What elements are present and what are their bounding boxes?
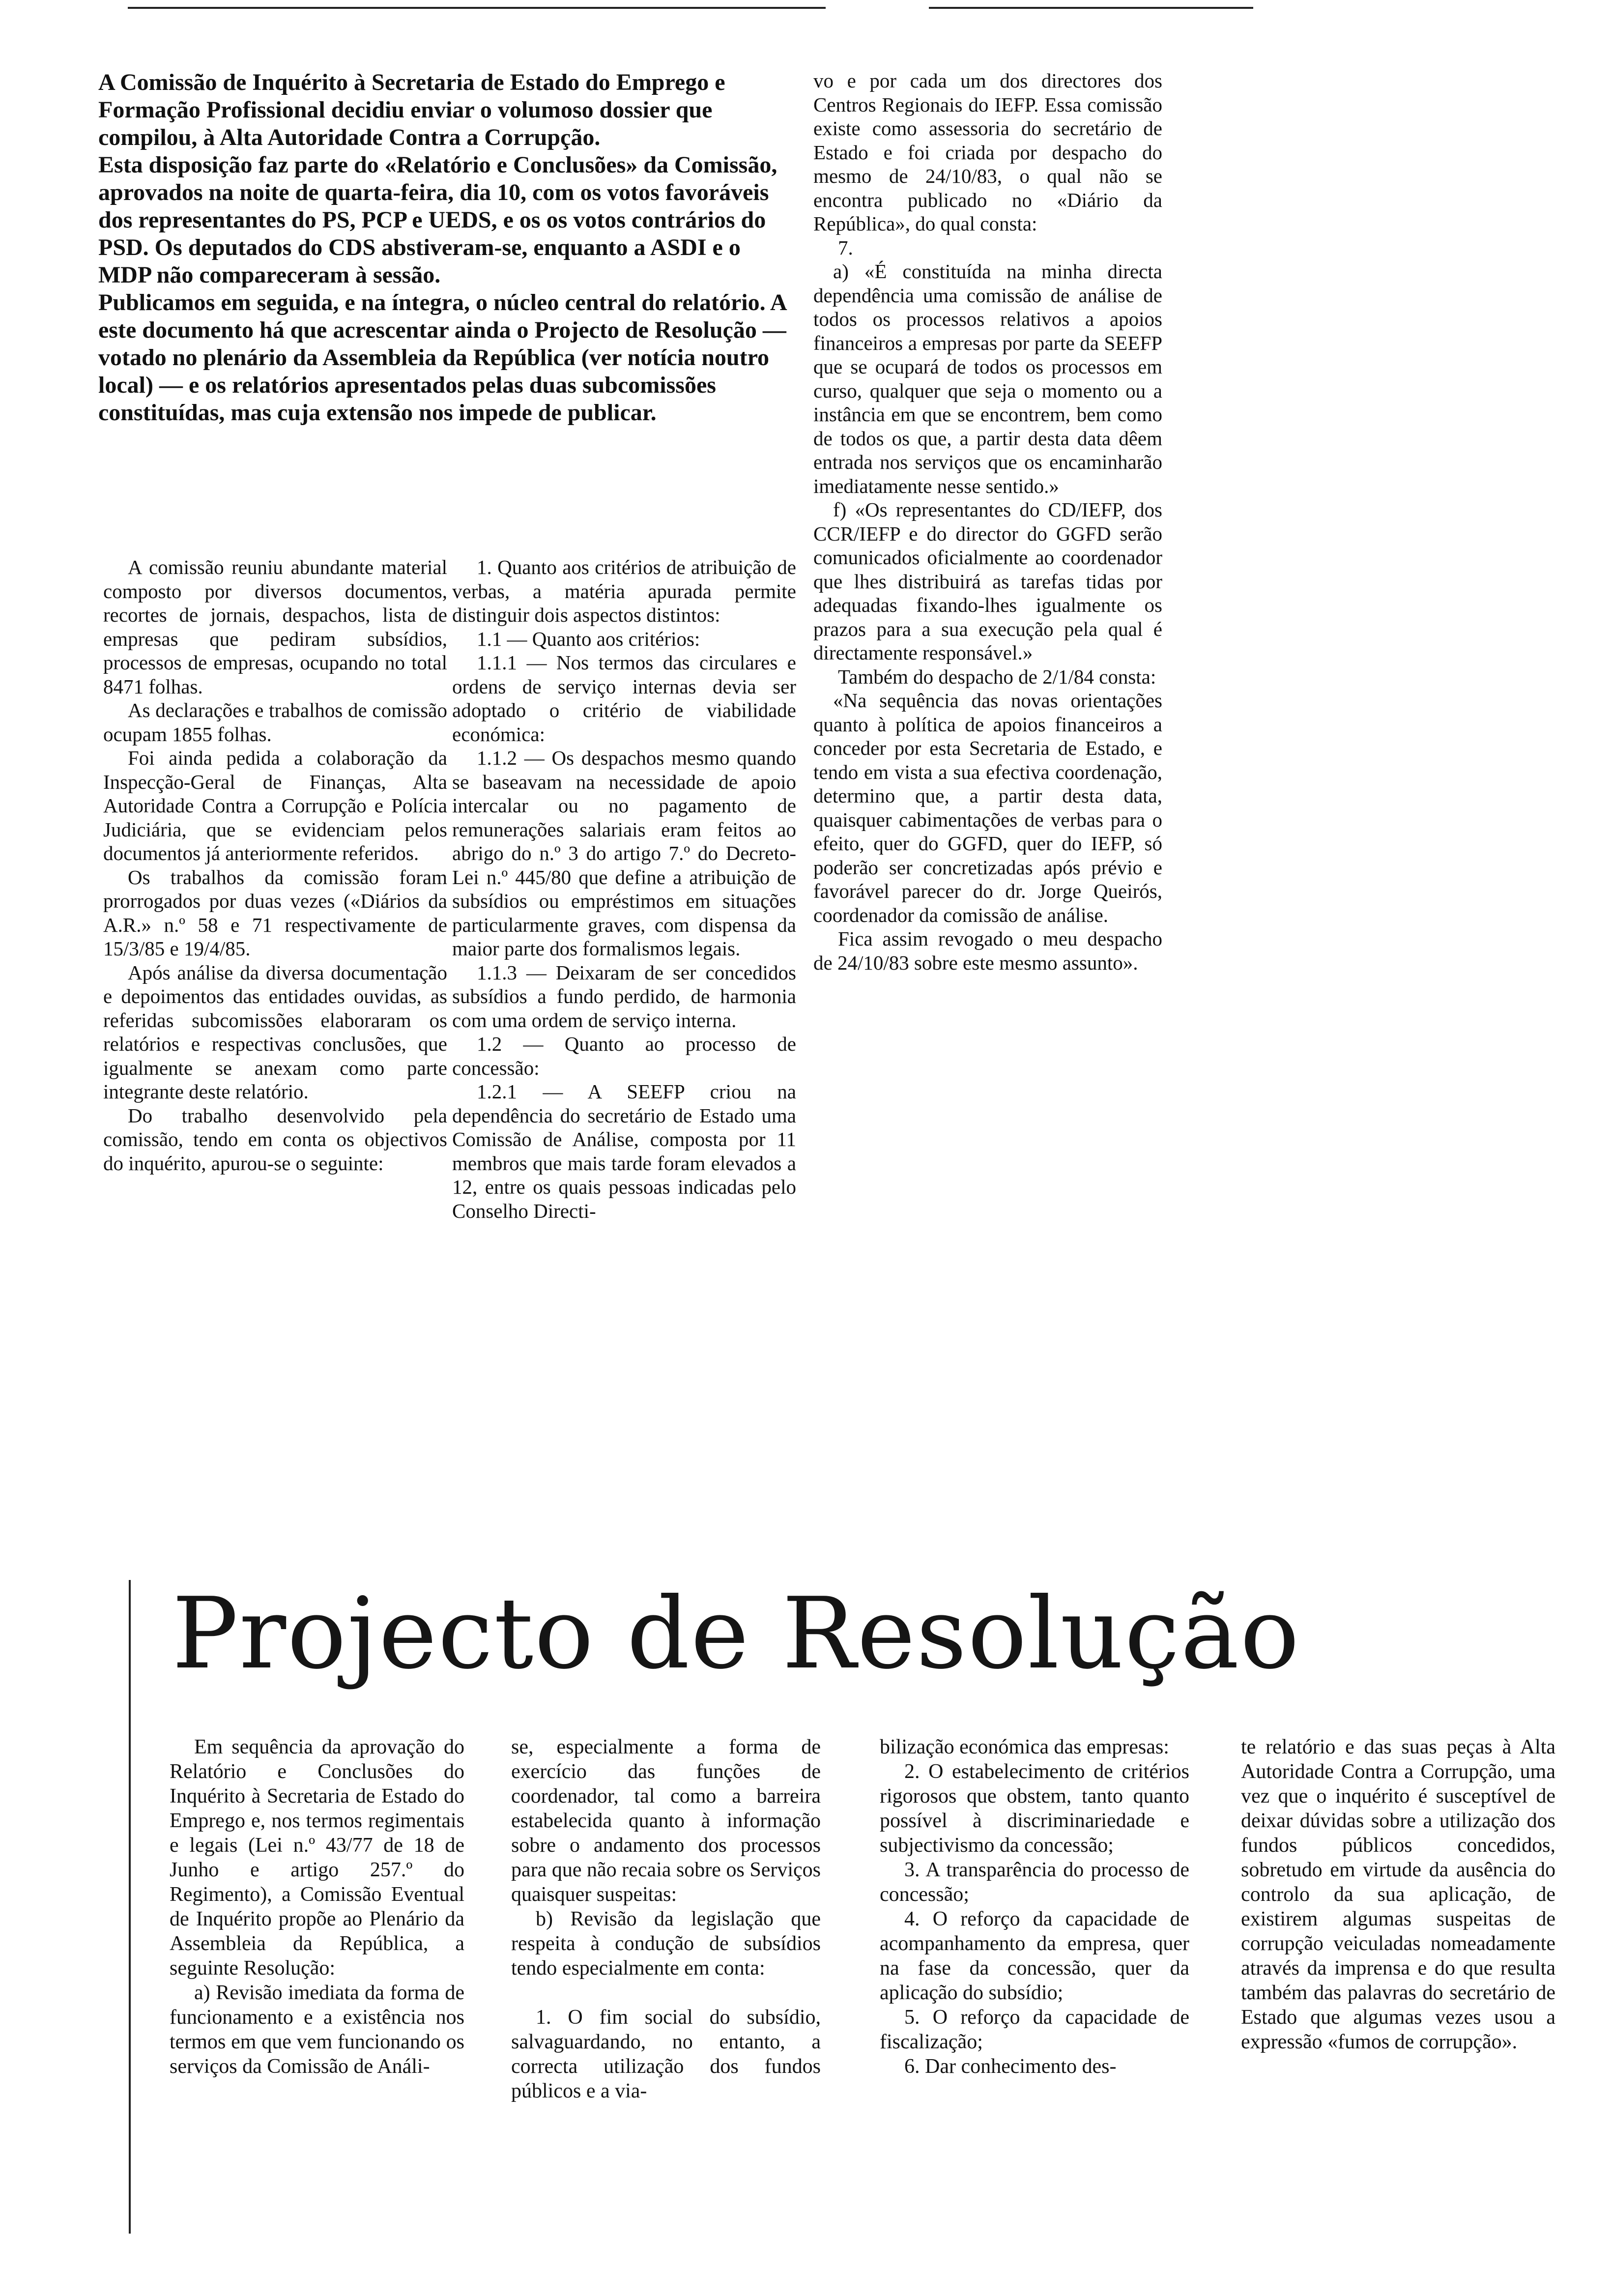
resolution-column-2 [511, 1735, 821, 2103]
top-rule [128, 7, 826, 9]
resolution-column-4 [1241, 1735, 1555, 2054]
report-paragraph: 1.1.3 — Deixaram de ser concedidos subsídios a fundo perdido, de harmonia com uma ordem de serviço interna. [452, 961, 796, 1032]
resolution-paragraph: 3. A transparência do processo de concessão; [880, 1859, 1189, 1906]
resolution-paragraph: b) Revisão da legislação que respeita à condução de subsídios tendo especialmente em conta: [511, 1908, 821, 1980]
resolution-paragraph: 2. O estabelecimento de critérios rigorosos que obstem, tanto quanto possível à discriminariedade e subjectivismo da concessão; [880, 1760, 1189, 1857]
lead-paragraph: A Comissão de Inquérito à Secretaria de Estado do Emprego e Formação Profissional decidiu enviar o volumoso dossier que compilou, à Alta Autoridade Contra a Corrupção. [98, 69, 725, 150]
section-border [129, 1580, 131, 2234]
report-paragraph: As declarações e trabalhos de comissão ocupam 1855 folhas. [103, 699, 447, 746]
resolution-paragraph: bilização económica das empresas: [880, 1736, 1169, 1758]
report-paragraph: Também do despacho de 2/1/84 consta: [838, 665, 1156, 688]
resolution-column-1 [170, 1735, 464, 2079]
resolution-column-3 [880, 1735, 1189, 2079]
report-column-3 [813, 69, 1162, 975]
spacer [511, 1980, 821, 2005]
report-paragraph: Foi ainda pedida a colaboração da Inspecção-Geral de Finanças, Alta Autoridade Contra a Corrupção e Polícia Judiciária, que se evidenciam pelos documentos já anteriormente referidos. [103, 746, 447, 864]
resolution-title: Projecto de Resolução [172, 1577, 1300, 1691]
top-rule-right [929, 7, 1253, 9]
resolution-paragraph: 1. O fim social do subsídio, salvaguardando, no entanto, a correcta utilização dos fundos públicos e a via- [511, 2006, 821, 2102]
report-paragraph: Fica assim revogado o meu despacho de 24/10/83 sobre este mesmo assunto». [813, 927, 1162, 974]
report-paragraph: Após análise da diversa documentação e depoimentos das entidades ouvidas, as referidas subcomissões elaboraram os relatórios e respectivas conclusões, que igualmente se anexam como parte integrante deste relatório. [103, 961, 447, 1103]
report-paragraph: 1.1 — Quanto aos critérios: [477, 627, 700, 650]
report-column-2 [452, 555, 796, 1223]
report-paragraph: 1.2 — Quanto ao processo de concessão: [452, 1033, 796, 1079]
report-paragraph: 1.2.1 — A SEEFP criou na dependência do secretário de Estado uma Comissão de Análise, composta por 11 membros que mais tarde foram elevados a 12, entre os quais pessoas indicadas pelo Conselho Directi- [452, 1080, 796, 1222]
resolution-paragraph: 4. O reforço da capacidade de acompanhamento da empresa, quer na fase da concessão, quer da aplicação do subsídio; [880, 1908, 1189, 2004]
resolution-paragraph: 6. Dar conhecimento des- [904, 2055, 1117, 2078]
report-paragraph: 1.1.1 — Nos termos das circulares e ordens de serviço internas devia ser adoptado o critério de viabilidade económica: [452, 651, 796, 746]
report-paragraph: Os trabalhos da comissão foram prorrogados por duas vezes («Diários da A.R.» n.º 58 e 71 respectivamente de 15/3/85 e 19/4/85. [103, 865, 447, 960]
resolution-paragraph: se, especialmente a forma de exercício das funções de coordenador, tal como a barreira estabelecida quanto à informação sobre o andamento dos processos para que não recaia sobre os Serviços quaisquer suspeitas: [511, 1736, 821, 1906]
report-paragraph: f) «Os representantes do CD/IEFP, dos CCR/IEFP e do director do GGFD serão comunicados oficialmente ao coordenador que lhes distribuirá as tarefas tidas por adequadas fixando-lhes igualmente os prazos para a sua execução pela qual é directamente responsável.» [813, 498, 1162, 664]
report-column-1 [103, 555, 447, 1175]
report-paragraph: «Na sequência das novas orientações quanto à política de apoios financeiros a conceder por esta Secretaria de Estado, e tendo em vista a sua efectiva coordenação, determino que, a partir desta data, quaisquer cabimentações de verbas para o efeito, quer do GGFD, quer do IEFP, só poderão ser concretizadas após prévio e favorável parecer do dr. Jorge Queirós, coordenador da comissão de análise. [813, 689, 1162, 926]
report-paragraph: vo e por cada um dos directores dos Centros Regionais do IEFP. Essa comissão existe como assessoria do secretário de Estado e foi criada por despacho do mesmo de 24/10/83, o qual não se encontra publicado no «Diário da República», do qual consta: [813, 69, 1162, 235]
lead-summary [98, 69, 796, 427]
report-paragraph: 1.1.2 — Os despachos mesmo quando se baseavam na necessidade de apoio intercalar ou no pagamento de remunerações salariais eram feitos ao abrigo do n.º 3 do artigo 7.º do Decreto-Lei n.º 445/80 que define a atribuição de subsídios ou empréstimos em situações particularmente graves, com dispensa da maior parte dos formalismos legais. [452, 746, 796, 960]
report-paragraph: a) «É constituída na minha directa dependência uma comissão de análise de todos os processos relativos a apoios financeiros a empresas por parte da SEEFP que se ocupará de todos os processos em curso, qualquer que seja o momento ou a instância em que se encontrem, bem como de todos os que, a partir desta data dêem entrada nos serviços que os encaminharão imediatamente nesse sentido.» [813, 260, 1162, 497]
report-paragraph: 7. [838, 236, 853, 259]
report-paragraph: Do trabalho desenvolvido pela comissão, tendo em conta os objectivos do inquérito, apurou-se o seguinte: [103, 1104, 447, 1175]
report-paragraph: 1. Quanto aos critérios de atribuição de verbas, a matéria apurada permite distinguir dois aspectos distintos: [452, 556, 796, 626]
resolution-paragraph: te relatório e das suas peças à Alta Autoridade Contra a Corrupção, uma vez que o inquérito é susceptível de deixar dúvidas sobre a utilização dos fundos públicos concedidos, sobretudo em virtude da ausência do controlo da sua aplicação, de existirem algumas suspeitas de corrupção veiculadas nomeadamente através da imprensa e do que resulta também das palavras do secretário de Estado que algumas vezes usou a expressão «fumos de corrupção». [1241, 1736, 1555, 2053]
resolution-paragraph: 5. O reforço da capacidade de fiscalização; [880, 2006, 1189, 2053]
lead-paragraph: Publicamos em seguida, e na íntegra, o núcleo central do relatório. A este documento há que acrescentar ainda o Projecto de Resolução — votado no plenário da Assembleia da República (ver notícia noutro local) — e os relatórios apresentados pelas duas subcomissões constituídas, mas cuja extensão nos impede de publicar. [98, 289, 786, 426]
report-paragraph: A comissão reuniu abundante material composto por diversos documentos, recortes de jornais, despachos, lista de empresas que pediram subsídios, processos de empresas, ocupando no total 8471 folhas. [103, 556, 447, 698]
lead-paragraph: Esta disposição faz parte do «Relatório e Conclusões» da Comissão, aprovados na noite de quarta-feira, dia 10, com os votos favoráveis dos representantes do PS, PCP e UEDS, e os os votos contrários do PSD. Os deputados do CDS abstiveram-se, enquanto a ASDI e o MDP não compareceram à sessão. [98, 152, 777, 288]
resolution-paragraph: a) Revisão imediata da forma de funcionamento e a existência nos termos em que vem funcionando os serviços da Comissão de Análi- [170, 1981, 464, 2078]
resolution-paragraph: Em sequência da aprovação do Relatório e Conclusões do Inquérito à Secretaria de Estado do Emprego e, nos termos regimentais e legais (Lei n.º 43/77 de 18 de Junho e artigo 257.º do Regimento), a Comissão Eventual de Inquérito propõe ao Plenário da Assembleia da República, a seguinte Resolução: [170, 1736, 464, 1980]
